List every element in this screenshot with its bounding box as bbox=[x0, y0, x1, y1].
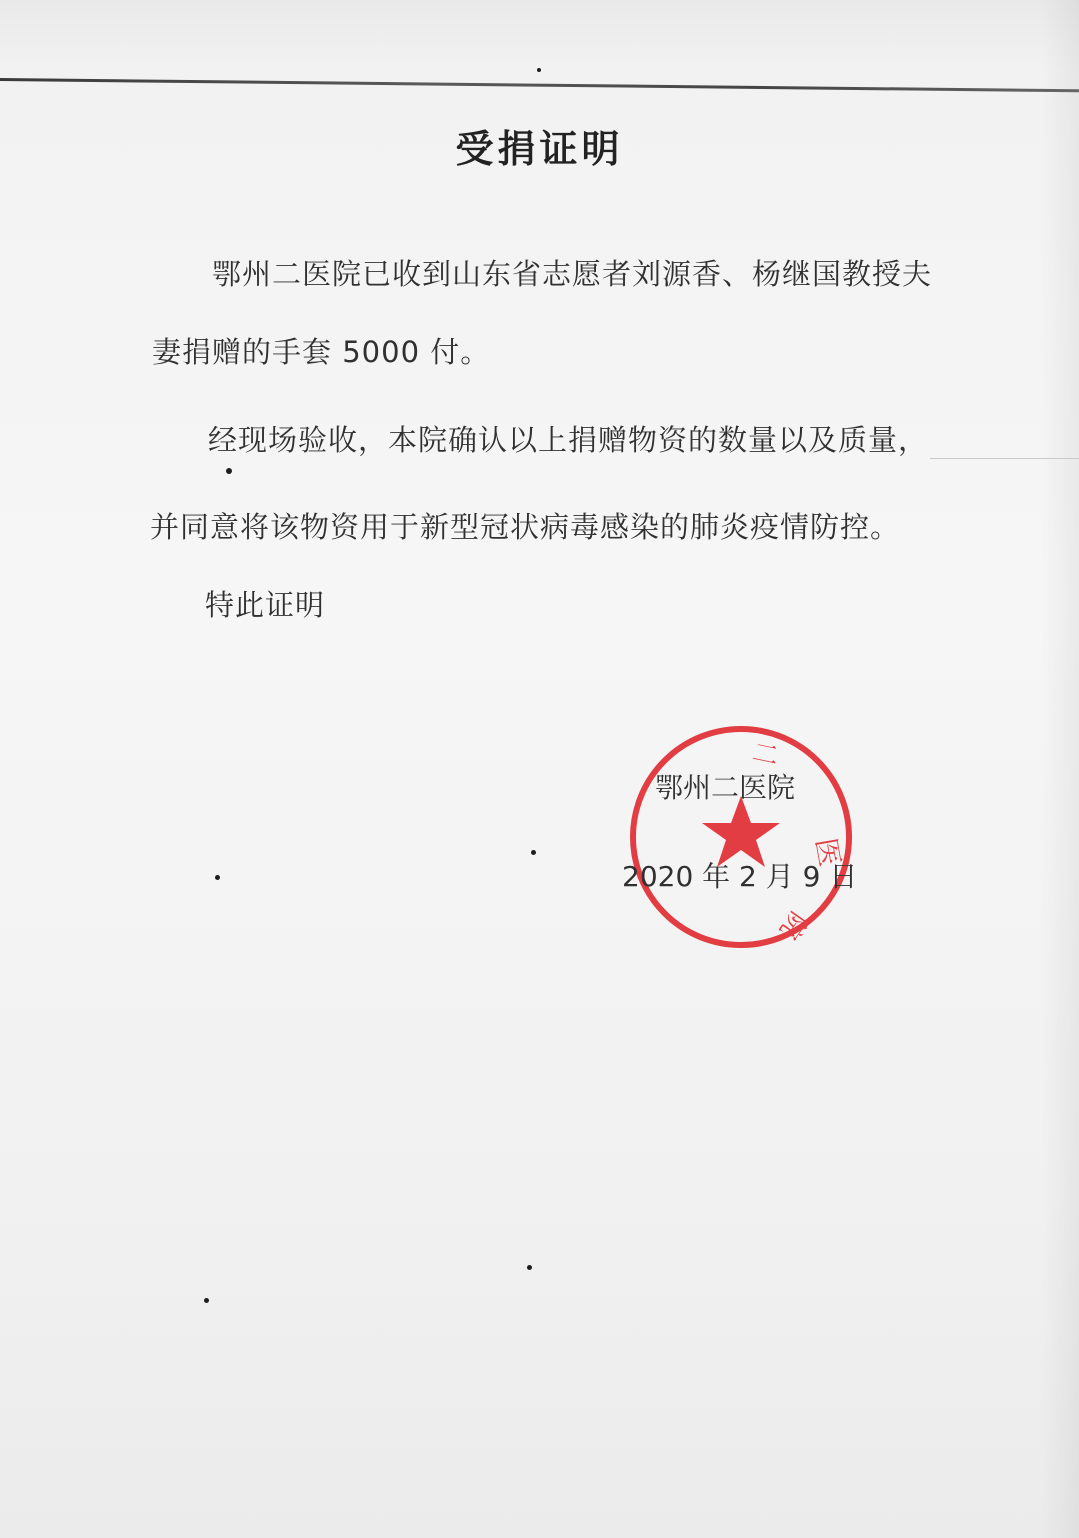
seal-ring-char-3: 院 bbox=[773, 905, 813, 945]
page-edge-shadow bbox=[1040, 0, 1079, 1538]
closing-line: 特此证明 bbox=[205, 588, 326, 622]
paragraph-2-line-2: 并同意将该物资用于新型冠状病毒感染的肺炎疫情防控。 bbox=[150, 510, 901, 544]
dust-speck bbox=[204, 1298, 209, 1303]
seal-ring-char-2: 医 bbox=[809, 835, 847, 869]
top-divider-line bbox=[0, 78, 1079, 92]
signature-date: 2020 年 2 月 9 日 bbox=[622, 860, 858, 893]
paragraph-2-line-1: 经现场验收，本院确认以上捐赠物资的数量以及质量， bbox=[208, 423, 929, 457]
hospital-seal bbox=[626, 722, 856, 952]
dust-speck bbox=[527, 1265, 532, 1270]
dust-speck bbox=[226, 468, 232, 474]
signature-organization: 鄂州二医院 bbox=[655, 771, 796, 804]
paper-fold-line bbox=[930, 458, 1079, 459]
dust-speck bbox=[215, 875, 220, 880]
dust-speck bbox=[537, 68, 541, 72]
paragraph-1-line-1: 鄂州二医院已收到山东省志愿者刘源香、杨继国教授夫 bbox=[212, 257, 933, 291]
seal-ring-char-1: 二 bbox=[749, 737, 782, 773]
paragraph-1-line-2: 妻捐赠的手套 5000 付。 bbox=[152, 335, 491, 369]
document-title: 受捐证明 bbox=[455, 126, 624, 171]
dust-speck bbox=[531, 850, 536, 855]
